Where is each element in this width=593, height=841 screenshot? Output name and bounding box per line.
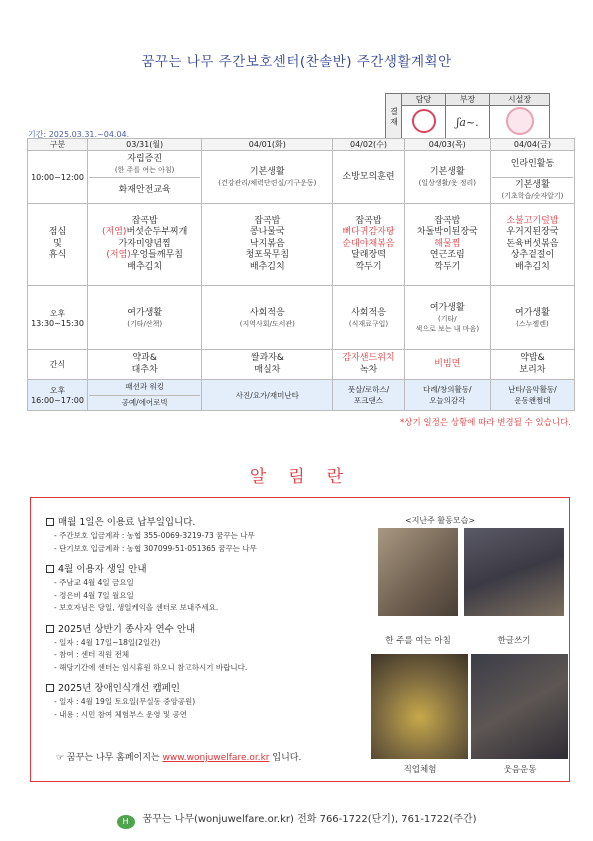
time-afternoon: 오후 13:30~15:30 <box>28 286 88 350</box>
header-fri: 04/04(금) <box>490 139 574 151</box>
notice-item: 2025년 상반기 종사자 연수 안내 - 일자 : 4월 17일~18일(2일간) - 참여 : 센터 직원 전체 - 해당기간에 센터는 임시휴원 하오니 참고하시기 바랍니다. <box>46 623 366 675</box>
morning-fri: 인라인활동 기본생활 (기초학습/숫자알기) <box>490 151 574 204</box>
afternoon-wed: 사회적응 (식재료구입) <box>333 286 404 350</box>
evening-mon: 패션과 워킹 공예/에어로빅 <box>88 380 202 411</box>
approval-header-manager: 부장 <box>446 94 490 106</box>
logo-icon: H <box>117 815 135 829</box>
snack-fri: 약밥& 보리차 <box>490 350 574 380</box>
header-mon: 03/31(월) <box>88 139 202 151</box>
snack-wed: 감자샌드위치 녹차 <box>333 350 404 380</box>
afternoon-mon: 여가생활 (기타/산책) <box>88 286 202 350</box>
notice-list <box>46 516 366 729</box>
photo-job <box>371 654 468 759</box>
morning-mon: 자립증진 (한 주를 여는 아침) 화재안전교육 <box>88 151 202 204</box>
approval-label: 결 재 <box>386 94 402 139</box>
lunch-thu: 잡곡밥 차돌박이된장국 해물찜 연근조림 깍두기 <box>404 204 490 286</box>
schedule-table <box>27 138 575 411</box>
checkbox-icon <box>46 565 54 573</box>
lunch-mon: 잡곡밥 (저염)버섯순두부찌개 가자미양념찜 (저염)우엉들깨무침 배추김치 <box>88 204 202 286</box>
snack-label: 간식 <box>28 350 88 380</box>
photos-title: <지난주 활동모습> <box>405 516 476 525</box>
photo-caption: 한글쓰기 <box>497 636 531 646</box>
photo-writing <box>464 528 564 616</box>
evening-thu: 다례/창의활동/ 오늘의감각 <box>404 380 490 411</box>
notice-item: 2025년 장애인식개선 캠페인 - 일자 : 4월 19일 토요일(무실동 중앙공원) - 내용 : 시민 참여 체험부스 운영 및 공연 <box>46 682 366 721</box>
snack-mon: 약과& 대추차 <box>88 350 202 380</box>
header-thu: 04/03(목) <box>404 139 490 151</box>
director-stamp <box>490 106 550 139</box>
notice-item: 매월 1일은 이용료 납부일입니다. - 주간보호 입금계좌 : 농협 355-0069-3219-73 꿈꾸는 나무 - 단기보호 입금계좌 : 농협 307099-51-051365 꿈꾸는 나무 <box>46 516 366 555</box>
lunch-wed: 잡곡밥 뼈다귀감자탕 순대야채볶음 달래장떡 깍두기 <box>333 204 404 286</box>
evening-fri: 난타/음악활동/ 운동왠쩜대 <box>490 380 574 411</box>
schedule-note: *상기 일정은 상황에 따라 변경될 수 있습니다. <box>400 418 571 428</box>
lunch-label: 점심 및 휴식 <box>28 204 88 286</box>
afternoon-fri: 여가생활 (스누젤렌) <box>490 286 574 350</box>
checkbox-icon <box>46 518 54 526</box>
checkbox-icon <box>46 625 54 633</box>
approval-header-director: 시설장 <box>490 94 550 106</box>
morning-wed: 소방모의훈련 <box>333 151 404 204</box>
header-wed: 04/02(수) <box>333 139 404 151</box>
morning-thu: 기본생활 (일상생활/옷 정리) <box>404 151 490 204</box>
photo-caption: 직업체험 <box>403 765 437 775</box>
header-tue: 04/01(화) <box>202 139 333 151</box>
notice-item: 4월 이용자 생일 안내 - 주남교 4월 4일 금요일 - 정은비 4월 7일 월요일 - 보호자님은 당일, 생일케익을 센터로 보내주세요. <box>46 563 366 615</box>
photo-caption: 웃음운동 <box>503 765 537 775</box>
manager-signature: ʃa~. <box>446 106 490 139</box>
approval-box <box>385 93 550 139</box>
checkbox-icon <box>46 684 54 692</box>
lunch-tue: 잡곡밥 콩나물국 낙지볶음 청포묵무침 배추김치 <box>202 204 333 286</box>
header-category: 구분 <box>28 139 88 151</box>
time-morning: 10:00~12:00 <box>28 151 88 204</box>
period-label: 기간: 2025.03.31.~04.04. <box>28 130 130 139</box>
page-title: 꿈꾸는 나무 주간보호센터(찬솔반) 주간생활계획안 <box>141 54 452 70</box>
evening-tue: 사진/요가/재미난타 <box>202 380 333 411</box>
evening-wed: 풋살/로하스/ 포크댄스 <box>333 380 404 411</box>
notice-title: 알림란 <box>249 467 366 487</box>
staff-stamp <box>402 106 446 139</box>
photo-morning <box>378 528 458 616</box>
afternoon-tue: 사회적응 (지역사회/도서관) <box>202 286 333 350</box>
homepage-line: ☞ 꿈꾸는 나무 홈페이지는 www.wonjuwelfare.or.kr 입니다. <box>56 753 302 763</box>
photo-caption: 한 주를 여는 아침 <box>385 636 451 646</box>
time-evening: 오후 16:00~17:00 <box>28 380 88 411</box>
snack-thu: 비빔면 <box>404 350 490 380</box>
snack-tue: 쌀과자& 매실차 <box>202 350 333 380</box>
lunch-fri: 소불고기덮밥 우거지된장국 돈육버섯볶음 상추겉절이 배추김치 <box>490 204 574 286</box>
footer: H 꿈꾸는 나무(wonjuwelfare.or.kr) 전화 766-1722(단기), 761-1722(주간) <box>0 810 593 829</box>
afternoon-thu: 여가생활 (기타/ 색으로 보는 내 마음) <box>404 286 490 350</box>
approval-header-staff: 담당 <box>402 94 446 106</box>
homepage-link[interactable]: www.wonjuwelfare.or.kr <box>162 753 270 763</box>
photo-laughter <box>471 654 568 759</box>
morning-tue: 기본생활 (건강관리/체력단련실/기구운동) <box>202 151 333 204</box>
